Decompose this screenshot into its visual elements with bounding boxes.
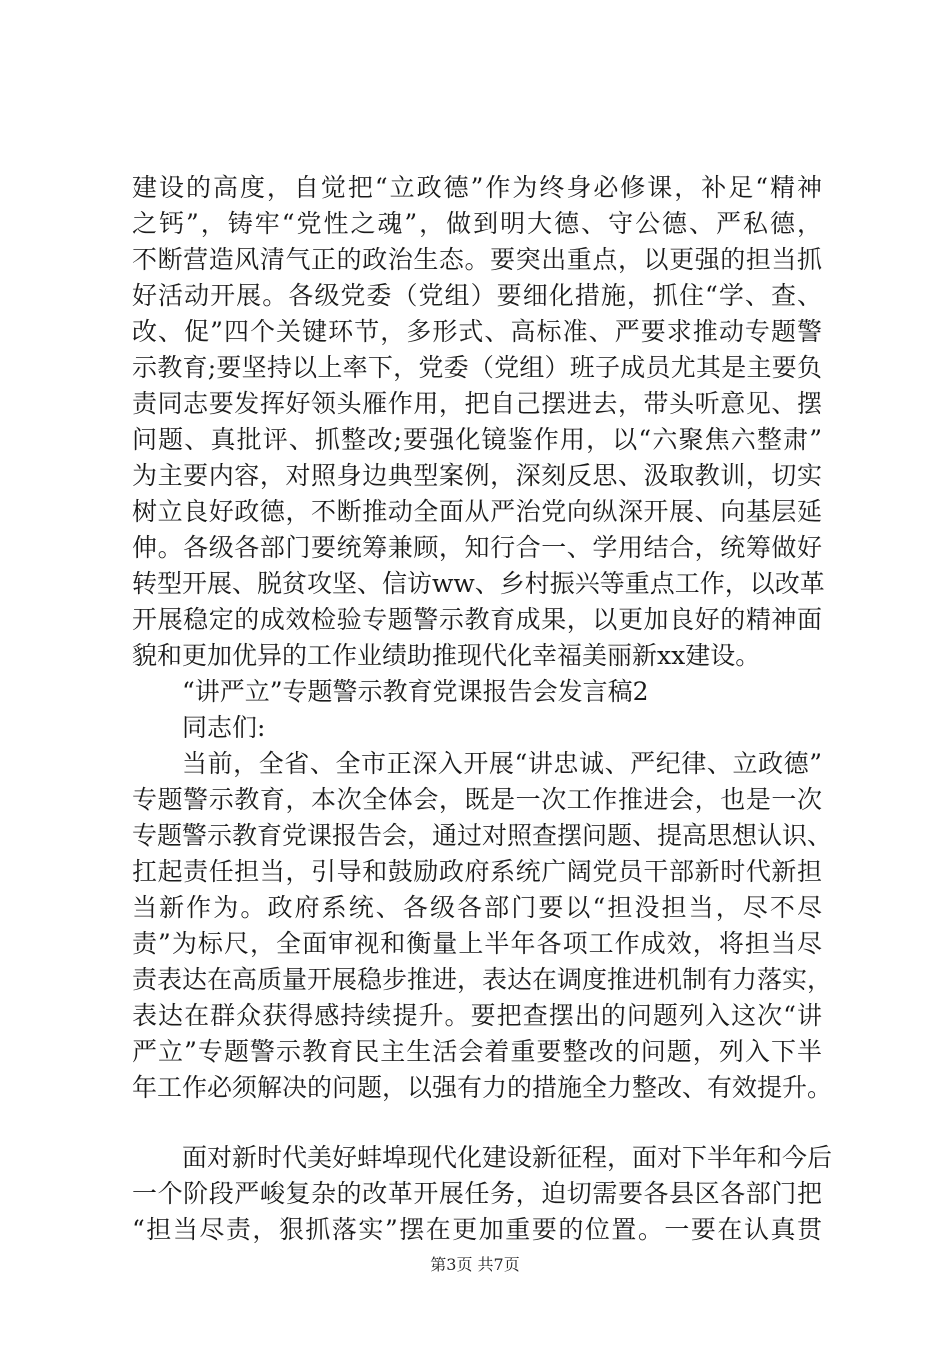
text-line: 当新作为。政府系统、各级各部门要以“担没担当，尽不尽 — [132, 893, 822, 922]
text-line: 责同志要发挥好领头雁作用，把自己摆进去，带头听意见、摆 — [132, 389, 822, 418]
text-line: 责表达在高质量开展稳步推进，表达在调度推进机制有力落实， — [132, 965, 833, 994]
text-line: 责”为标尺，全面审视和衡量上半年各项工作成效，将担当尽 — [132, 929, 822, 958]
text-line: 转型开展、脱贫攻坚、信访ww、乡村振兴等重点工作，以改革 — [132, 569, 825, 598]
text-line: 示教育;要坚持以上率下，党委（党组）班子成员尤其是主要负 — [132, 353, 822, 382]
text-line: 开展稳定的成效检验专题警示教育成果，以更加良好的精神面 — [132, 605, 822, 634]
text-line: 不断营造风清气正的政治生态。要突出重点，以更强的担当抓 — [132, 245, 822, 274]
text-line: 面对新时代美好蚌埠现代化建设新征程，面对下半年和今后 — [182, 1143, 833, 1172]
text-line: 树立良好政德，不断推动全面从严治党向纵深开展、向基层延 — [132, 497, 822, 526]
text-line: 貌和更加优异的工作业绩助推现代化幸福美丽新xx建设。 — [132, 641, 761, 670]
text-line: 一个阶段严峻复杂的改革开展任务，迫切需要各县区各部门把 — [132, 1179, 822, 1208]
page-footer: 第3页 共7页 — [430, 1255, 520, 1274]
text-line: 当前，全省、全市正深入开展“讲忠诚、严纪律、立政德” — [182, 749, 822, 778]
text-line: 严立”专题警示教育民主生活会着重要整改的问题，列入下半 — [132, 1037, 822, 1066]
text-line: 年工作必须解决的问题，以强有力的措施全力整改、有效提升。 — [132, 1073, 833, 1102]
text-line: 好活动开展。各级党委（党组）要细化措施，抓住“学、查、 — [132, 281, 822, 310]
text-line: 之钙”，铸牢“党性之魂”，做到明大德、守公德、严私德， — [132, 209, 822, 238]
text-line: 建设的高度，自觉把“立政德”作为终身必修课，补足“精神 — [132, 173, 822, 202]
text-line: 表达在群众获得感持续提升。要把查摆出的问题列入这次“讲 — [132, 1001, 822, 1030]
text-line: “担当尽责，狠抓落实”摆在更加重要的位置。一要在认真贯 — [132, 1215, 822, 1244]
text-line: 改、促”四个关键环节，多形式、高标准、严要求推动专题警 — [132, 317, 822, 346]
text-line: 专题警示教育党课报告会，通过对照查摆问题、提高思想认识、 — [132, 821, 833, 850]
text-line: 扛起责任担当，引导和鼓励政府系统广阔党员干部新时代新担 — [132, 857, 822, 886]
text-line: 专题警示教育，本次全体会，既是一次工作推进会，也是一次 — [132, 785, 822, 814]
section-heading: “讲严立”专题警示教育党课报告会发言稿2 — [182, 677, 649, 706]
text-line: 伸。各级各部门要统筹兼顾，知行合一、学用结合，统筹做好 — [132, 533, 822, 562]
text-line: 为主要内容，对照身边典型案例，深刻反思、汲取教训，切实 — [132, 461, 822, 490]
text-line: 问题、真批评、抓整改;要强化镜鉴作用，以“六聚焦六整肃” — [132, 425, 822, 454]
salutation: 同志们: — [182, 713, 266, 742]
